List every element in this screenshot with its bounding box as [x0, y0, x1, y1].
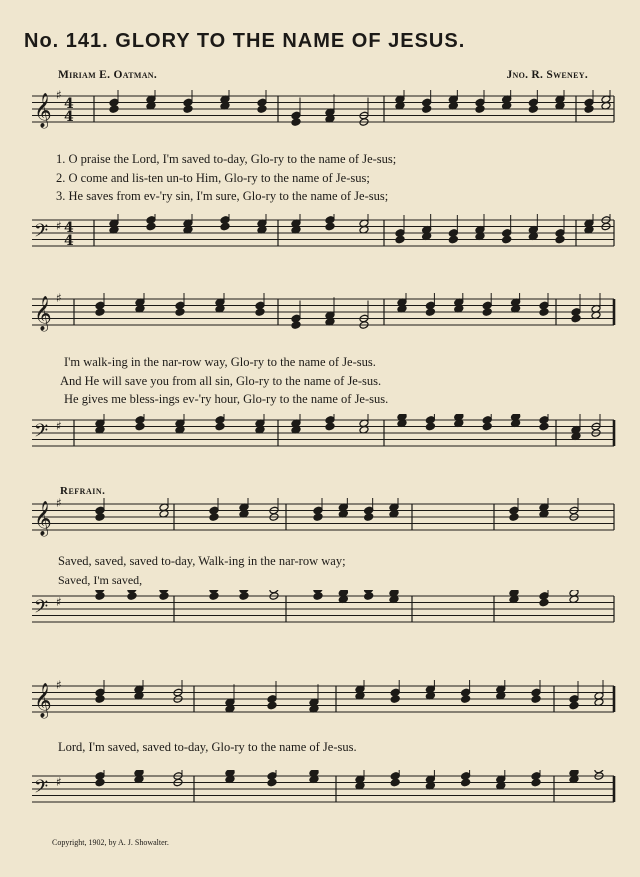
note-head: [509, 506, 519, 515]
bass-clef-icon: 𝄢: [34, 777, 49, 802]
refrain-line2: Lord, I'm saved, saved to-day, Glo-ry to the name of Je-sus.: [58, 740, 357, 754]
staff-svg: [24, 414, 616, 458]
note-head: [135, 416, 145, 425]
treble-clef-icon: 𝄞: [34, 296, 52, 331]
bass-clef-icon: 𝄢: [34, 597, 49, 622]
system1-bass-staff: [24, 214, 616, 258]
refrain-label: Refrain.: [60, 485, 106, 497]
system4-treble-staff: [24, 680, 616, 724]
treble-clef-icon: 𝄞: [34, 501, 52, 536]
staff-svg: [24, 498, 616, 542]
note-head: [569, 695, 579, 704]
verse2-line2: And He will save you from all sin, Glo-ry to the name of Je-sus.: [60, 374, 382, 388]
sharp-icon: ♯: [56, 498, 62, 510]
sharp-icon: ♯: [56, 219, 62, 233]
note-head: [220, 216, 230, 225]
refrain-line1: Saved, saved, saved to-day, Walk-ing in the nar-row way;: [58, 554, 346, 568]
note-head: [502, 229, 512, 238]
time-signature-top: 4: [64, 220, 74, 236]
composer-credit: Jno. R. Sweney.: [506, 69, 588, 81]
note-head: [209, 506, 219, 515]
system3-treble-staff: [24, 498, 616, 542]
verse2-line1: 2. O come and lis-ten un-to Him, Glo-ry to the name of Je-sus;: [56, 171, 370, 185]
copyright-notice: Copyright, 1902, by A. J. Showalter.: [52, 838, 169, 847]
note-head: [146, 216, 156, 225]
note-head: [539, 416, 549, 425]
note-head: [482, 416, 492, 425]
system2-treble-staff: [24, 293, 616, 337]
staff-svg: [24, 90, 616, 134]
note-head: [425, 416, 435, 425]
note-head: [425, 301, 435, 310]
sharp-icon: ♯: [56, 775, 62, 789]
note-head: [461, 688, 471, 697]
note-head: [95, 772, 105, 781]
time-signature-bottom: 4: [64, 233, 74, 249]
note-head: [95, 301, 105, 310]
note-head: [539, 592, 549, 601]
sharp-icon: ♯: [56, 419, 62, 433]
staff-svg: [24, 680, 616, 724]
staff-svg: [24, 293, 616, 337]
lyricist-credit: Miriam E. Oatman.: [58, 69, 158, 81]
system1-treble-staff: [24, 90, 616, 134]
note-head: [571, 308, 581, 317]
bass-clef-icon: 𝄢: [34, 221, 49, 246]
note-head: [109, 98, 119, 107]
sharp-icon: ♯: [56, 595, 62, 609]
note-head: [584, 98, 594, 107]
verse1-line2: I'm walk-ing in the nar-row way, Glo-ry to the name of Je-sus.: [64, 355, 376, 369]
note-head: [390, 688, 400, 697]
note-head: [448, 229, 458, 238]
note-head: [395, 229, 405, 238]
note-head: [325, 416, 335, 425]
note-head: [313, 506, 323, 515]
time-signature-top: 4: [64, 96, 74, 112]
note-head: [325, 216, 335, 225]
note-head: [183, 98, 193, 107]
note-head: [267, 772, 277, 781]
refrain-bass-line: Saved, I'm saved,: [58, 573, 143, 587]
note-head: [531, 688, 541, 697]
note-head: [291, 111, 301, 120]
note-head: [482, 301, 492, 310]
note-head: [390, 772, 400, 781]
note-head: [461, 772, 471, 781]
note-head: [175, 301, 185, 310]
note-head: [257, 98, 267, 107]
note-head: [95, 506, 105, 515]
note-head: [555, 229, 565, 238]
treble-clef-icon: 𝄞: [34, 683, 52, 718]
verse3-line2: He gives me bless-ings ev-'ry hour, Glo-ry to the name of Je-sus.: [64, 392, 389, 406]
note-head: [291, 314, 301, 323]
sharp-icon: ♯: [56, 293, 62, 305]
verse1-line1: 1. O praise the Lord, I'm saved to-day, Glo-ry to the name of Je-sus;: [56, 152, 397, 166]
note-head: [539, 301, 549, 310]
staff-svg: [24, 214, 616, 258]
note-head: [95, 688, 105, 697]
system3-bass-staff: [24, 590, 616, 634]
note-head: [267, 695, 277, 704]
note-head: [475, 98, 485, 107]
staff-svg: [24, 590, 616, 634]
staff-svg: [24, 770, 616, 814]
bass-clef-icon: 𝄢: [34, 421, 49, 446]
treble-clef-icon: 𝄞: [34, 93, 52, 128]
system4-bass-staff: [24, 770, 616, 814]
verse3-line1: 3. He saves from ev-'ry sin, I'm sure, Glo-ry to the name of Je-sus;: [56, 189, 389, 203]
note-head: [364, 506, 374, 515]
system2-bass-staff: [24, 414, 616, 458]
note-head: [215, 416, 225, 425]
sharp-icon: ♯: [56, 90, 62, 102]
note-head: [528, 98, 538, 107]
note-head: [255, 301, 265, 310]
hymn-title: No. 141. GLORY TO THE NAME OF JESUS.: [24, 30, 466, 52]
sharp-icon: ♯: [56, 680, 62, 692]
note-head: [422, 98, 432, 107]
time-signature-bottom: 4: [64, 109, 74, 125]
note-head: [531, 772, 541, 781]
